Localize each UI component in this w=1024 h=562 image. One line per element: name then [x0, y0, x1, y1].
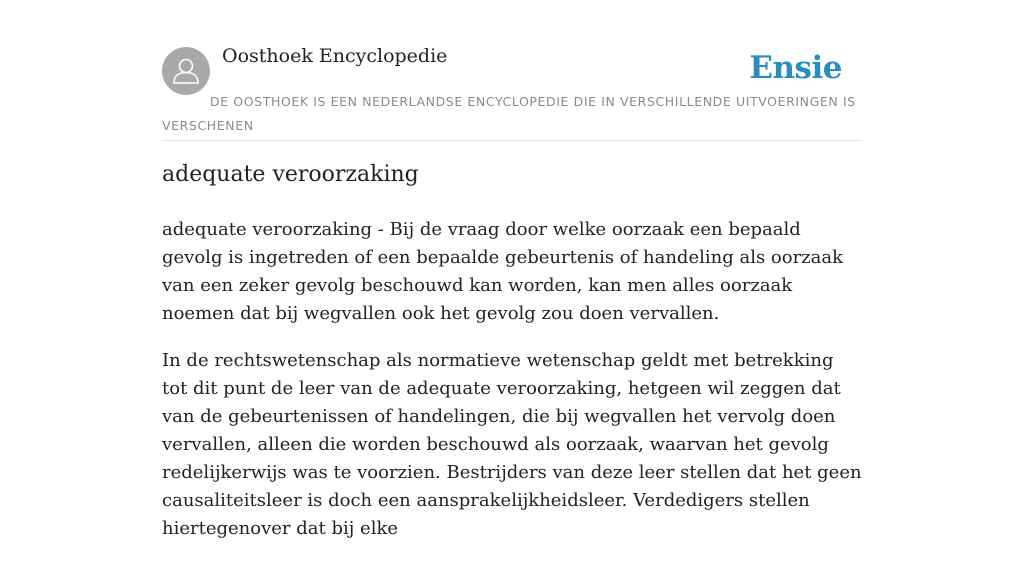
site-header [162, 0, 862, 141]
site-name[interactable]: Oosthoek Encyclopedie [222, 45, 448, 67]
user-icon [162, 47, 210, 95]
page-container [162, 0, 862, 539]
article-title: adequate veroorzaking [162, 162, 419, 187]
brand-logo[interactable]: Ensie [749, 50, 842, 86]
article-body [162, 216, 862, 562]
article-paragraph: In de rechtswetenschap als normatieve wetenschap geldt met betrekking tot dit punt de leer van de adequate veroorzaking, hetgeen wil zeggen dat van de gebeurtenissen of handelingen, die bij wegvallen het vervolg doen vervallen, alleen die worden beschouwd als oorzaak, waarvan het gevolg redelijkerwijs was te voorzien. Bestrijders van deze leer stellen dat het geen causaliteitsleer is doch een aansprakelijkheidsleer. Verdedigers stellen hiertegenover dat bij elke [162, 350, 862, 539]
avatar[interactable] [162, 47, 210, 95]
article-paragraph: adequate veroorzaking - Bij de vraag door welke oorzaak een bepaald gevolg is ingetreden of een bepaalde gebeurtenis of handeling als oorzaak van een zeker gevolg beschouwd kan worden, kan men alles oorzaak noemen dat bij wegvallen ook het gevolg zou doen vervallen. [162, 219, 844, 324]
site-tagline: DE OOSTHOEK IS EEN NEDERLANDSE ENCYCLOPEDIE DIE IN VERSCHILLENDE UITVOERINGEN IS VERSCHENEN [162, 94, 856, 133]
